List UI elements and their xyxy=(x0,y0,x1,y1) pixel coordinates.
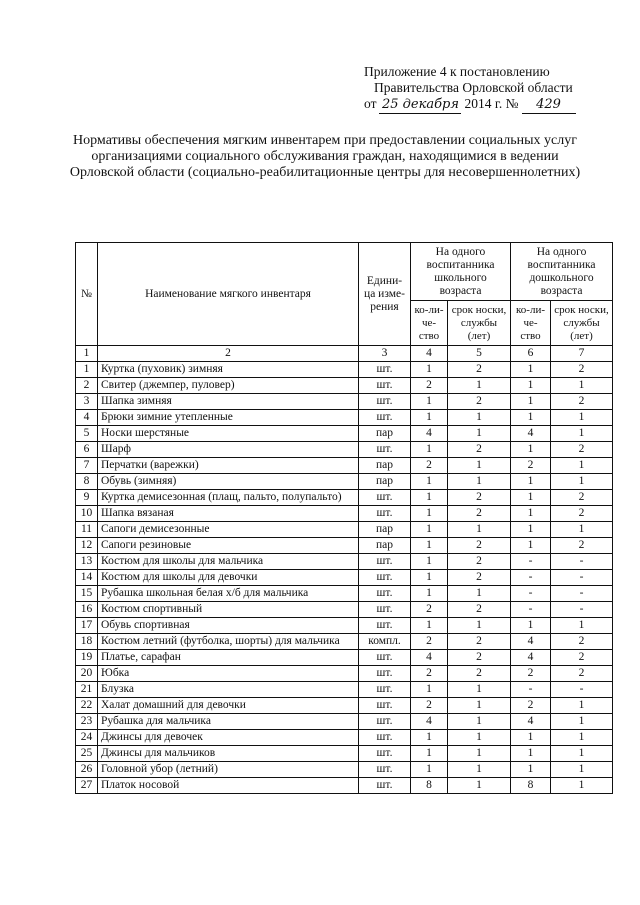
school-term: 1 xyxy=(448,378,511,394)
header-name: Наименование мягкого инвентаря xyxy=(98,243,359,346)
item-name: Платок носовой xyxy=(98,778,359,794)
preschool-term: 1 xyxy=(551,746,613,762)
row-number: 12 xyxy=(76,538,98,554)
unit: пар xyxy=(359,538,411,554)
school-term: 2 xyxy=(448,570,511,586)
table-row xyxy=(76,442,613,458)
appendix-year: 2014 г. № xyxy=(464,96,519,111)
item-name: Рубашка школьная белая х/б для мальчика xyxy=(98,586,359,602)
school-term: 1 xyxy=(448,474,511,490)
table-row xyxy=(76,362,613,378)
index-cell: 7 xyxy=(551,346,613,362)
preschool-term: 1 xyxy=(551,618,613,634)
header-term-school: срок носки, службы (лет) xyxy=(448,301,511,346)
table-row xyxy=(76,490,613,506)
row-number: 26 xyxy=(76,762,98,778)
appendix-header xyxy=(364,64,614,114)
preschool-qty: 1 xyxy=(511,746,551,762)
item-name: Свитер (джемпер, пуловер) xyxy=(98,378,359,394)
appendix-prefix: от xyxy=(364,96,377,111)
unit: шт. xyxy=(359,746,411,762)
preschool-term: - xyxy=(551,554,613,570)
school-qty: 1 xyxy=(411,538,448,554)
appendix-line-1: Приложение 4 к постановлению xyxy=(364,64,550,79)
item-name: Шапка зимняя xyxy=(98,394,359,410)
row-number: 13 xyxy=(76,554,98,570)
preschool-term: 1 xyxy=(551,474,613,490)
row-number: 11 xyxy=(76,522,98,538)
index-cell: 6 xyxy=(511,346,551,362)
table-row xyxy=(76,378,613,394)
row-number: 9 xyxy=(76,490,98,506)
row-number: 25 xyxy=(76,746,98,762)
table-row xyxy=(76,458,613,474)
item-name: Костюм для школы для девочки xyxy=(98,570,359,586)
table-row xyxy=(76,538,613,554)
school-term: 2 xyxy=(448,506,511,522)
school-term: 2 xyxy=(448,490,511,506)
school-qty: 1 xyxy=(411,570,448,586)
school-term: 1 xyxy=(448,618,511,634)
school-qty: 1 xyxy=(411,362,448,378)
index-cell: 1 xyxy=(76,346,98,362)
item-name: Шарф xyxy=(98,442,359,458)
item-name: Брюки зимние утепленные xyxy=(98,410,359,426)
school-term: 1 xyxy=(448,682,511,698)
row-number: 14 xyxy=(76,570,98,586)
school-term: 1 xyxy=(448,458,511,474)
preschool-qty: 1 xyxy=(511,378,551,394)
index-row xyxy=(76,346,613,362)
preschool-term: - xyxy=(551,586,613,602)
table-row xyxy=(76,746,613,762)
school-term: 1 xyxy=(448,586,511,602)
item-name: Куртка демисезонная (плащ, пальто, полупальто) xyxy=(98,490,359,506)
school-qty: 4 xyxy=(411,426,448,442)
school-term: 1 xyxy=(448,778,511,794)
unit: шт. xyxy=(359,698,411,714)
preschool-term: 1 xyxy=(551,778,613,794)
preschool-qty: - xyxy=(511,602,551,618)
table-row xyxy=(76,618,613,634)
preschool-qty: 1 xyxy=(511,506,551,522)
preschool-term: 1 xyxy=(551,426,613,442)
school-qty: 1 xyxy=(411,730,448,746)
preschool-qty: - xyxy=(511,570,551,586)
index-cell: 4 xyxy=(411,346,448,362)
row-number: 2 xyxy=(76,378,98,394)
school-term: 1 xyxy=(448,730,511,746)
preschool-term: 1 xyxy=(551,522,613,538)
school-qty: 2 xyxy=(411,378,448,394)
preschool-qty: - xyxy=(511,586,551,602)
unit: шт. xyxy=(359,554,411,570)
row-number: 6 xyxy=(76,442,98,458)
unit: пар xyxy=(359,522,411,538)
school-qty: 8 xyxy=(411,778,448,794)
table-row xyxy=(76,714,613,730)
header-term-preschool: срок носки, службы (лет) xyxy=(551,301,613,346)
table-row xyxy=(76,650,613,666)
unit: шт. xyxy=(359,762,411,778)
school-qty: 4 xyxy=(411,650,448,666)
preschool-qty: 1 xyxy=(511,490,551,506)
preschool-qty: - xyxy=(511,554,551,570)
school-qty: 1 xyxy=(411,522,448,538)
school-qty: 2 xyxy=(411,458,448,474)
school-qty: 1 xyxy=(411,746,448,762)
unit: шт. xyxy=(359,490,411,506)
unit: шт. xyxy=(359,394,411,410)
table-row xyxy=(76,474,613,490)
preschool-qty: 1 xyxy=(511,474,551,490)
school-term: 1 xyxy=(448,746,511,762)
school-qty: 1 xyxy=(411,682,448,698)
preschool-qty: 4 xyxy=(511,714,551,730)
school-qty: 1 xyxy=(411,410,448,426)
school-qty: 4 xyxy=(411,714,448,730)
row-number: 21 xyxy=(76,682,98,698)
school-qty: 1 xyxy=(411,506,448,522)
table-row xyxy=(76,698,613,714)
preschool-qty: 2 xyxy=(511,666,551,682)
table-row xyxy=(76,634,613,650)
unit: шт. xyxy=(359,570,411,586)
preschool-qty: 1 xyxy=(511,538,551,554)
row-number: 27 xyxy=(76,778,98,794)
item-name: Джинсы для девочек xyxy=(98,730,359,746)
item-name: Обувь (зимняя) xyxy=(98,474,359,490)
item-name: Головной убор (летний) xyxy=(98,762,359,778)
header-qty-preschool: ко-ли-че-ство xyxy=(511,301,551,346)
unit: пар xyxy=(359,458,411,474)
unit: шт. xyxy=(359,682,411,698)
preschool-term: 2 xyxy=(551,634,613,650)
table-row xyxy=(76,730,613,746)
item-name: Носки шерстяные xyxy=(98,426,359,442)
school-term: 2 xyxy=(448,362,511,378)
table-row xyxy=(76,506,613,522)
preschool-term: 2 xyxy=(551,394,613,410)
school-qty: 1 xyxy=(411,762,448,778)
table-row xyxy=(76,570,613,586)
preschool-qty: - xyxy=(511,682,551,698)
item-name: Куртка (пуховик) зимняя xyxy=(98,362,359,378)
preschool-qty: 2 xyxy=(511,698,551,714)
row-number: 7 xyxy=(76,458,98,474)
unit: шт. xyxy=(359,442,411,458)
school-qty: 1 xyxy=(411,618,448,634)
preschool-term: 1 xyxy=(551,410,613,426)
index-cell: 2 xyxy=(98,346,359,362)
item-name: Сапоги демисезонные xyxy=(98,522,359,538)
preschool-term: 2 xyxy=(551,506,613,522)
school-term: 1 xyxy=(448,698,511,714)
row-number: 18 xyxy=(76,634,98,650)
preschool-term: 1 xyxy=(551,714,613,730)
handwritten-date: 25 декабря xyxy=(379,97,461,114)
unit: шт. xyxy=(359,618,411,634)
preschool-qty: 4 xyxy=(511,634,551,650)
item-name: Сапоги резиновые xyxy=(98,538,359,554)
preschool-qty: 1 xyxy=(511,522,551,538)
table-row xyxy=(76,586,613,602)
table-row xyxy=(76,682,613,698)
school-term: 2 xyxy=(448,554,511,570)
unit: шт. xyxy=(359,714,411,730)
handwritten-number: 429 xyxy=(522,97,576,114)
table-row xyxy=(76,394,613,410)
preschool-term: 2 xyxy=(551,666,613,682)
unit: шт. xyxy=(359,666,411,682)
row-number: 5 xyxy=(76,426,98,442)
preschool-term: 1 xyxy=(551,698,613,714)
item-name: Блузка xyxy=(98,682,359,698)
appendix-line-2: Правительства Орловской области xyxy=(374,80,573,95)
row-number: 15 xyxy=(76,586,98,602)
item-name: Костюм для школы для мальчика xyxy=(98,554,359,570)
preschool-term: - xyxy=(551,682,613,698)
school-qty: 2 xyxy=(411,666,448,682)
item-name: Перчатки (варежки) xyxy=(98,458,359,474)
item-name: Обувь спортивная xyxy=(98,618,359,634)
preschool-term: 1 xyxy=(551,458,613,474)
preschool-term: 1 xyxy=(551,730,613,746)
school-qty: 1 xyxy=(411,474,448,490)
preschool-qty: 4 xyxy=(511,426,551,442)
preschool-term: 2 xyxy=(551,538,613,554)
school-qty: 1 xyxy=(411,554,448,570)
school-term: 1 xyxy=(448,410,511,426)
row-number: 8 xyxy=(76,474,98,490)
unit: шт. xyxy=(359,730,411,746)
item-name: Костюм летний (футболка, шорты) для мальчика xyxy=(98,634,359,650)
school-term: 1 xyxy=(448,522,511,538)
school-term: 2 xyxy=(448,650,511,666)
preschool-term: - xyxy=(551,570,613,586)
header-num: № xyxy=(76,243,98,346)
preschool-qty: 1 xyxy=(511,730,551,746)
school-qty: 1 xyxy=(411,490,448,506)
preschool-term: 2 xyxy=(551,362,613,378)
table-row xyxy=(76,762,613,778)
table-row xyxy=(76,426,613,442)
unit: шт. xyxy=(359,586,411,602)
preschool-qty: 4 xyxy=(511,650,551,666)
preschool-term: - xyxy=(551,602,613,618)
preschool-qty: 8 xyxy=(511,778,551,794)
school-term: 1 xyxy=(448,426,511,442)
header-qty-school: ко-ли-че-ство xyxy=(411,301,448,346)
school-term: 2 xyxy=(448,634,511,650)
header-preschool: На одного воспитанника дошкольного возраста xyxy=(511,243,613,301)
school-term: 2 xyxy=(448,538,511,554)
preschool-qty: 1 xyxy=(511,618,551,634)
item-name: Джинсы для мальчиков xyxy=(98,746,359,762)
row-number: 24 xyxy=(76,730,98,746)
school-qty: 2 xyxy=(411,602,448,618)
preschool-qty: 1 xyxy=(511,442,551,458)
header-school: На одного воспитанника школьного возраста xyxy=(411,243,511,301)
school-qty: 1 xyxy=(411,586,448,602)
school-qty: 2 xyxy=(411,698,448,714)
unit: пар xyxy=(359,474,411,490)
unit: компл. xyxy=(359,634,411,650)
item-name: Платье, сарафан xyxy=(98,650,359,666)
row-number: 17 xyxy=(76,618,98,634)
unit: пар xyxy=(359,426,411,442)
row-number: 19 xyxy=(76,650,98,666)
row-number: 16 xyxy=(76,602,98,618)
preschool-qty: 2 xyxy=(511,458,551,474)
row-number: 1 xyxy=(76,362,98,378)
unit: шт. xyxy=(359,650,411,666)
school-term: 1 xyxy=(448,762,511,778)
item-name: Шапка вязаная xyxy=(98,506,359,522)
preschool-qty: 1 xyxy=(511,410,551,426)
table-row xyxy=(76,410,613,426)
row-number: 4 xyxy=(76,410,98,426)
unit: шт. xyxy=(359,378,411,394)
school-term: 1 xyxy=(448,714,511,730)
row-number: 10 xyxy=(76,506,98,522)
table-row xyxy=(76,666,613,682)
item-name: Костюм спортивный xyxy=(98,602,359,618)
preschool-term: 2 xyxy=(551,650,613,666)
table-row xyxy=(76,554,613,570)
index-cell: 5 xyxy=(448,346,511,362)
header-unit: Едини-ца изме-рения xyxy=(359,243,411,346)
table-row xyxy=(76,522,613,538)
preschool-term: 1 xyxy=(551,378,613,394)
preschool-term: 1 xyxy=(551,762,613,778)
school-qty: 2 xyxy=(411,634,448,650)
item-name: Рубашка для мальчика xyxy=(98,714,359,730)
preschool-qty: 1 xyxy=(511,762,551,778)
table-body xyxy=(76,362,613,794)
school-term: 2 xyxy=(448,602,511,618)
row-number: 20 xyxy=(76,666,98,682)
item-name: Юбка xyxy=(98,666,359,682)
unit: шт. xyxy=(359,778,411,794)
preschool-qty: 1 xyxy=(511,362,551,378)
school-qty: 1 xyxy=(411,442,448,458)
row-number: 3 xyxy=(76,394,98,410)
preschool-qty: 1 xyxy=(511,394,551,410)
preschool-term: 2 xyxy=(551,490,613,506)
item-name: Халат домашний для девочки xyxy=(98,698,359,714)
table-row xyxy=(76,778,613,794)
appendix-line-3 xyxy=(364,96,614,114)
index-cell: 3 xyxy=(359,346,411,362)
unit: шт. xyxy=(359,602,411,618)
norms-table xyxy=(75,242,613,794)
school-term: 2 xyxy=(448,666,511,682)
row-number: 23 xyxy=(76,714,98,730)
school-qty: 1 xyxy=(411,394,448,410)
unit: шт. xyxy=(359,362,411,378)
table-row xyxy=(76,602,613,618)
preschool-term: 2 xyxy=(551,442,613,458)
unit: шт. xyxy=(359,410,411,426)
school-term: 2 xyxy=(448,394,511,410)
unit: шт. xyxy=(359,506,411,522)
document-title: Нормативы обеспечения мягким инвентарем при предоставлении социальных услуг организациями социального обслуживания граждан, находящимися в ведении Орловской области (социально-реабилитационные центры для несовершеннолетних) xyxy=(69,133,581,180)
school-term: 2 xyxy=(448,442,511,458)
row-number: 22 xyxy=(76,698,98,714)
